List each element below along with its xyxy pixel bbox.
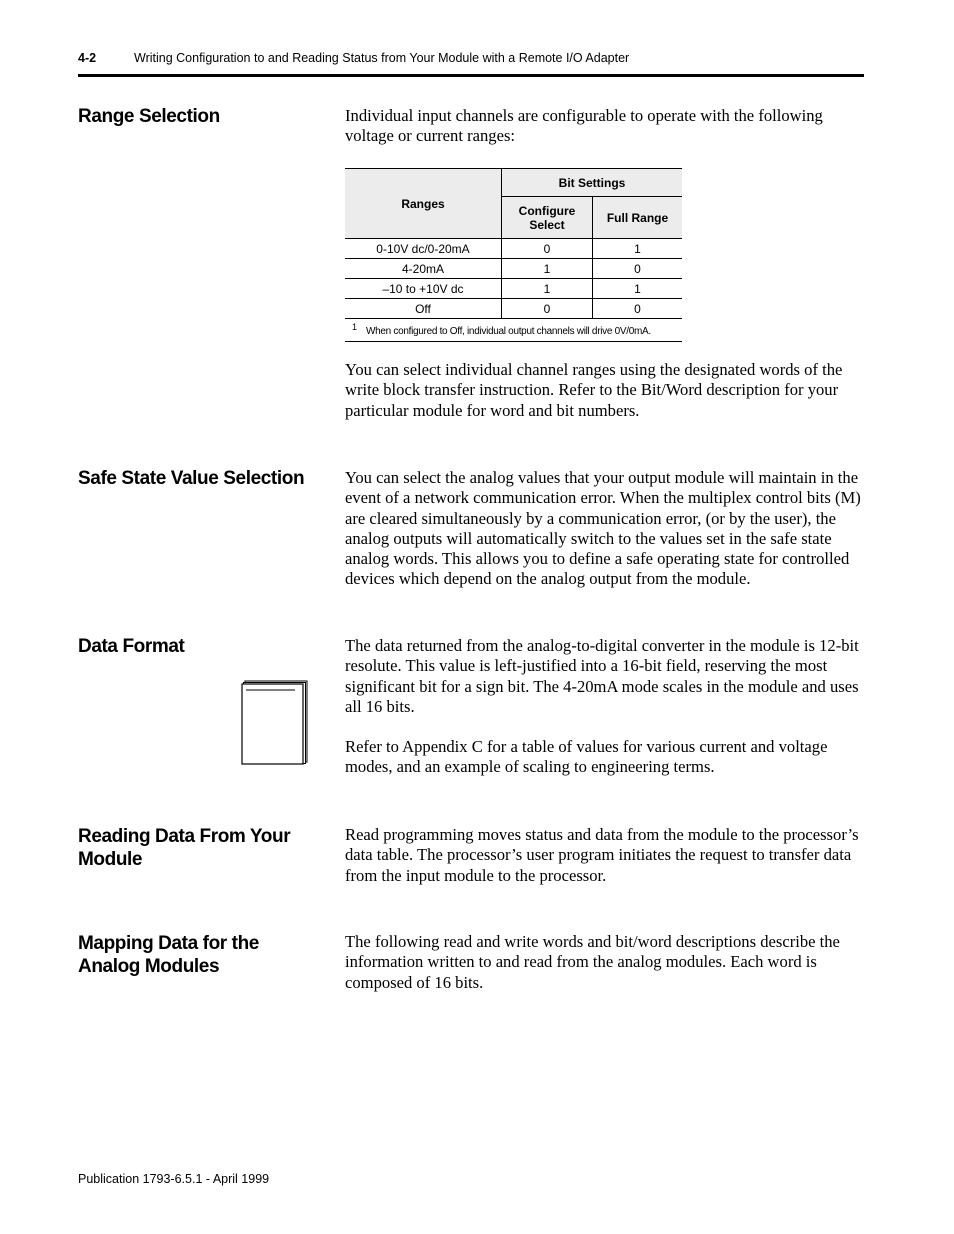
publication-footer: Publication 1793-6.5.1 - April 1999 bbox=[78, 1172, 270, 1186]
table-row bbox=[345, 239, 682, 259]
cell-range: 4-20mA bbox=[345, 259, 502, 279]
cell-full: 1 bbox=[593, 239, 683, 259]
cell-range: –10 to +10V dc bbox=[345, 279, 502, 299]
mapping-data-body: The following read and write words and bit/word descriptions describe the information written to and read from the analog modules. Each word is composed of 16 bits. bbox=[345, 932, 840, 992]
cell-configure: 0 bbox=[502, 299, 593, 319]
footnote-marker: 1 bbox=[352, 322, 358, 332]
chapter-title: Writing Configuration to and Reading Status from Your Module with a Remote I/O Adapter bbox=[134, 51, 630, 65]
col-header-ranges: Ranges bbox=[345, 169, 502, 239]
cell-full: 1 bbox=[593, 279, 683, 299]
cell-full: 0 bbox=[593, 299, 683, 319]
data-format-body-2: Refer to Appendix C for a table of values for various current and voltage modes, and an example of scaling to engineering terms. bbox=[345, 737, 828, 777]
heading-range-selection: Range Selection bbox=[78, 106, 220, 127]
cell-configure: 1 bbox=[502, 279, 593, 299]
range-selection-body: You can select individual channel ranges using the designated words of the write block transfer instruction. Refer to the Bit/Word description for your particular module for word and bit numbers. bbox=[345, 360, 843, 420]
safe-state-body: You can select the analog values that your output module will maintain in the event of a network communication error. When the multiplex control bits (M) are cleared simultaneously by a communication error, (or by the user), the analog outputs will automatically switch to the values set in the safe state analog words. This allows you to define a safe operating state for controlled devices which depend on the analog output from the module. bbox=[345, 468, 861, 589]
heading-mapping-data: Mapping Data for the Analog Modules bbox=[78, 933, 259, 977]
range-selection-intro: Individual input channels are configurable to operate with the following voltage or current ranges: bbox=[345, 106, 823, 146]
cell-range: 0-10V dc/0-20mA bbox=[345, 239, 502, 259]
reference-book-icon bbox=[241, 680, 309, 766]
heading-safe-state: Safe State Value Selection bbox=[78, 468, 305, 489]
table-footnote bbox=[345, 316, 682, 342]
table-row bbox=[345, 279, 682, 299]
table-row bbox=[345, 259, 682, 279]
col-header-full-range: Full Range bbox=[593, 197, 683, 239]
col-header-configure-select: Configure Select bbox=[502, 197, 593, 239]
range-bit-settings-table bbox=[345, 168, 682, 319]
data-format-body-1: The data returned from the analog-to-digital converter in the module is 12-bit resolute. This value is left-justified into a 16-bit field, reserving the most significant bit for a sign bit. The 4-20mA mode scales in the module and uses all 16 bits. bbox=[345, 636, 859, 716]
cell-full: 0 bbox=[593, 259, 683, 279]
heading-data-format: Data Format bbox=[78, 636, 185, 657]
cell-configure: 0 bbox=[502, 239, 593, 259]
heading-reading-data: Reading Data From Your Module bbox=[78, 826, 291, 870]
cell-configure: 1 bbox=[502, 259, 593, 279]
cell-range: Off bbox=[345, 299, 502, 319]
page-header bbox=[78, 50, 864, 77]
page-number: 4-2 bbox=[78, 51, 97, 65]
col-header-bit-settings: Bit Settings bbox=[502, 169, 683, 197]
footnote-text: When configured to Off, individual output channels will drive 0V/0mA. bbox=[366, 326, 651, 337]
reading-data-body: Read programming moves status and data from the module to the processor’s data table. The processor’s user program initiates the request to transfer data from the input module to the processor. bbox=[345, 825, 859, 885]
